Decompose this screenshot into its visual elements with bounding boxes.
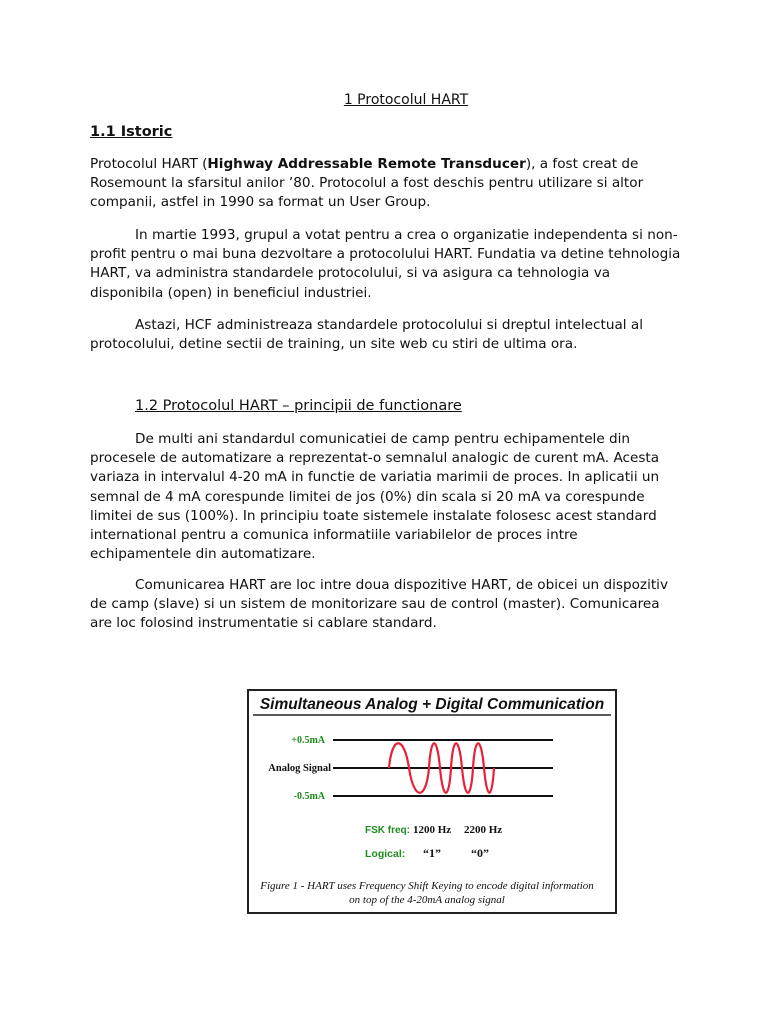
paragraph-hcf: Astazi, HCF administreaza standardele protocolului si dreptul intelectual al protocolului, detine sectii de training, un site web cu stiri de ultima ora. (90, 317, 643, 353)
figure-diagram (249, 691, 615, 912)
figure-caption-line2: on top of the 4-20mA analog signal (349, 894, 505, 906)
paragraph-intro-before: Protocolul HART ( (90, 156, 208, 172)
paragraph-history-1993: In martie 1993, grupul a votat pentru a crea o organizatie independenta si non-profit pentru o mai buna dezvoltare a protocolului HART. Fundatia va detine tehnologia HART, va administra standardele protocolului, si va asigura ca tehnologia va disponibila (open) in beneficiul industriei. (90, 227, 681, 301)
figure-heading: Simultaneous Analog + Digital Communication (259, 696, 605, 713)
label-minus-05ma: -0.5mA (293, 791, 325, 802)
logical-label: Logical: (365, 848, 406, 860)
figure-hart-fsk (247, 689, 617, 914)
paragraph-hart-communication: Comunicarea HART are loc intre doua dispozitive HART, de obicei un dispozitiv de camp (slave) si un sistem de monitorizare sau de control (master). Comunicarea are loc folosind instrumentatie si cablare standard. (90, 577, 668, 632)
section-heading-principles: 1.2 Protocolul HART – principii de functionare (135, 398, 462, 414)
freq-1200hz: 1200 Hz (413, 824, 452, 836)
label-analog-signal: Analog Signal (268, 763, 331, 774)
page-title: 1 Protocolul HART (343, 92, 469, 108)
label-plus-05ma: +0.5mA (291, 735, 325, 746)
logical-bit-1: “1” (423, 846, 441, 860)
paragraph-analog-standard: De multi ani standardul comunicatiei de camp pentru echipamentele din procesele de automatizare a reprezentat-o semnalul analogic de curent mA. Acesta variaza in intervalul 4-20 mA in functie de variatia marimii de proces. In aplicatii un semnal de 4 mA corespunde limitei de jos (0%) din scala si 20 mA va corespunde limitei de sus (100%). In principiu toate sistemele instalate folosesc acest standard international pentru a comunica informatiile variabilelor de proces intre echipamentele din automatizare. (90, 431, 660, 563)
paragraph-intro (90, 155, 682, 213)
logical-bit-0: “0” (471, 846, 489, 860)
paragraph-intro-after: ), a fost creat de Rosemount la sfarsitul anilor ’80. Protocolul a fost deschis pentru utilizare si altor companii, astfel in 1990 sa format un User Group. (90, 156, 644, 211)
figure-caption-line1: Figure 1 - HART uses Frequency Shift Keying to encode digital information (260, 880, 594, 892)
fsk-freq-label: FSK freq: (365, 825, 410, 836)
paragraph-intro-bold: Highway Addressable Remote Transducer (207, 156, 526, 172)
freq-2200hz: 2200 Hz (464, 824, 503, 836)
section-heading-istoric: 1.1 Istoric (90, 124, 173, 140)
